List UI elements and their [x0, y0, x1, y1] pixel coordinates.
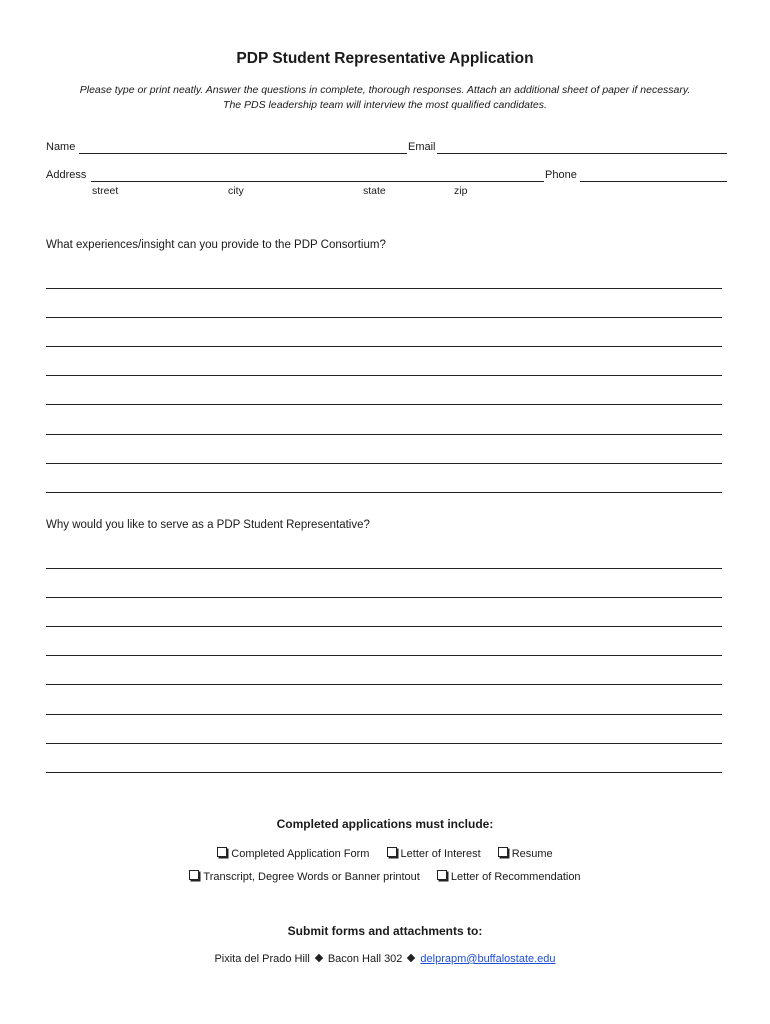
answer-line[interactable] [46, 655, 722, 656]
requirement-letter-of-recommendation[interactable]: Letter of Recommendation [437, 870, 581, 883]
answer-line[interactable] [46, 463, 722, 464]
answer-line[interactable] [46, 288, 722, 289]
instructions-line-2: The PDS leadership team will interview the most qualified candidates. [223, 99, 547, 111]
checkbox-icon[interactable] [189, 870, 199, 880]
answer-line[interactable] [46, 492, 722, 493]
address-street-caption: street [92, 185, 119, 197]
requirement-transcript[interactable]: Transcript, Degree Words or Banner printout [189, 870, 419, 883]
answer-line[interactable] [46, 714, 722, 715]
email-label: Email [408, 141, 436, 153]
diamond-bullet-icon [315, 954, 323, 962]
contact-line [0, 953, 770, 965]
answer-line[interactable] [46, 568, 722, 569]
question-2: Why would you like to serve as a PDP Student Representative? [46, 519, 370, 531]
checkbox-icon[interactable] [498, 847, 508, 857]
requirement-letter-of-interest[interactable]: Letter of Interest [387, 847, 481, 860]
phone-field[interactable] [580, 181, 727, 182]
requirements-row-1 [0, 847, 770, 860]
requirements-row-2 [0, 870, 770, 883]
page-title: PDP Student Representative Application [236, 50, 534, 67]
address-zip-caption: zip [454, 185, 468, 197]
answer-line[interactable] [46, 404, 722, 405]
checkbox-icon[interactable] [387, 847, 397, 857]
answer-line[interactable] [46, 317, 722, 318]
address-city-caption: city [228, 185, 244, 197]
question-1: What experiences/insight can you provide to the PDP Consortium? [46, 239, 386, 251]
answer-line[interactable] [46, 597, 722, 598]
phone-label: Phone [545, 169, 577, 181]
instructions-line-1: Please type or print neatly. Answer the questions in complete, thorough responses. Attach an additional sheet of paper if necessary. [79, 84, 691, 96]
requirements-heading: Completed applications must include: [276, 817, 494, 831]
checkbox-icon[interactable] [217, 847, 227, 857]
answer-line[interactable] [46, 772, 722, 773]
submit-heading: Submit forms and attachments to: [287, 924, 483, 938]
contact-office: Bacon Hall 302 [327, 953, 403, 965]
requirement-resume[interactable]: Resume [498, 847, 553, 860]
contact-name: Pixita del Prado Hill [214, 953, 310, 965]
address-label: Address [46, 169, 87, 181]
answer-line[interactable] [46, 743, 722, 744]
address-state-caption: state [363, 185, 386, 197]
answer-line[interactable] [46, 346, 722, 347]
answer-line[interactable] [46, 684, 722, 685]
email-field[interactable] [437, 153, 727, 154]
answer-line[interactable] [46, 375, 722, 376]
contact-email-link[interactable]: delprapm@buffalostate.edu [420, 953, 556, 965]
answer-line[interactable] [46, 434, 722, 435]
diamond-bullet-icon [407, 954, 415, 962]
name-label: Name [46, 141, 76, 153]
answer-line[interactable] [46, 626, 722, 627]
name-field[interactable] [79, 153, 407, 154]
instructions [40, 83, 730, 113]
checkbox-icon[interactable] [437, 870, 447, 880]
address-field[interactable] [91, 181, 544, 182]
requirement-application-form[interactable]: Completed Application Form [217, 847, 369, 860]
